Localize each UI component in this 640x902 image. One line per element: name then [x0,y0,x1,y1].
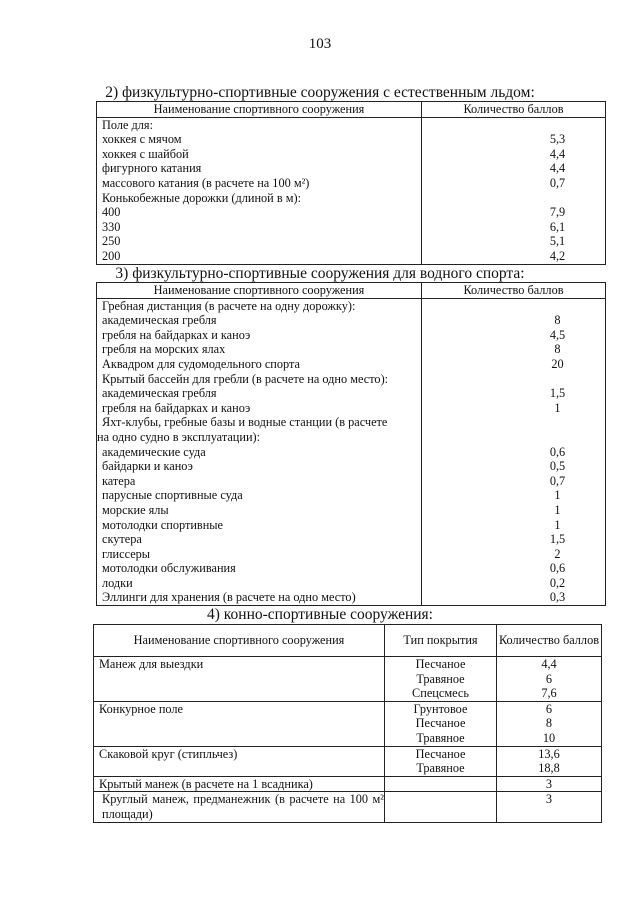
table-row [97,474,606,489]
row-name: мотолодки спортивные [97,518,422,533]
row-name: Крытый бассейн для гребли (в расчете на одно место): [97,372,422,387]
row-name: парусные спортивные суда [97,488,422,503]
row-name: массового катания (в расчете на 100 м²) [97,176,422,191]
row-name: катера [97,474,422,489]
ice-table [96,101,606,265]
table-row [97,117,606,132]
table-row [97,342,606,357]
cover-type: Грунтовое [413,701,468,716]
row-name: гребля на байдарках и каноэ [97,328,422,343]
table-row [97,532,606,547]
score-value: 6 [545,671,553,686]
page-number: 103 [308,36,332,52]
score-value: 4,4 [541,657,557,671]
table-row [97,372,606,387]
row-name: 200 [97,249,422,264]
row-name: Конькобежные дорожки (длиной в м): [97,191,422,206]
water-header-name: Наименование спортивного сооружения [97,283,422,299]
row-types [385,792,497,822]
row-value: 0,5 [422,459,606,474]
row-value [422,415,606,430]
row-name: гребля на байдарках и каноэ [97,401,422,416]
table-row [97,298,606,313]
ice-header-value: Количество баллов [422,102,606,118]
table-row [94,746,602,776]
water-table [96,282,606,606]
row-name: байдарки и каноэ [97,459,422,474]
row-value: 8 [422,342,606,357]
row-value: 1 [422,518,606,533]
horse-header-type: Тип покрытия [385,625,497,657]
table-row [97,220,606,235]
cover-type: Песчаное [415,657,466,671]
table-row [97,561,606,576]
row-name: фигурного катания [97,161,422,176]
row-values [497,746,602,776]
table-row [97,430,606,445]
table-row [97,205,606,220]
row-value: 0,7 [422,176,606,191]
table-row [97,132,606,147]
score-value: 18,8 [538,761,560,776]
row-name: на одно судно в эксплуатации): [97,430,422,445]
row-name: академическая гребля [97,313,422,328]
row-values [497,792,602,822]
horse-table [93,624,602,823]
table-row [97,547,606,562]
row-name: Поле для: [97,117,422,132]
row-value: 1,5 [422,386,606,401]
row-value: 1,5 [422,532,606,547]
row-value: 4,4 [422,147,606,162]
row-name: Скаковой круг (стипльчез) [94,746,385,776]
row-name: 250 [97,234,422,249]
row-name: Эллинги для хранения (в расчете на одно место) [97,590,422,605]
row-types [385,701,497,746]
row-name: Конкурное поле [94,701,385,746]
row-name: глиссеры [97,547,422,562]
row-value [422,430,606,445]
row-values [497,657,602,702]
row-value [422,117,606,132]
table-row [97,234,606,249]
table-row [97,488,606,503]
row-name: 400 [97,205,422,220]
row-value: 5,1 [422,234,606,249]
horse-header-name: Наименование спортивного сооружения [94,625,385,657]
table-row [94,657,602,702]
row-value: 0,6 [422,445,606,460]
row-value: 0,3 [422,590,606,605]
table-row [97,459,606,474]
cover-type: Спецсмесь [412,686,469,701]
table-row [97,161,606,176]
table-row [97,357,606,372]
row-value: 4,4 [422,161,606,176]
cover-type: Травяное [416,730,465,745]
row-value: 5,3 [422,132,606,147]
row-name: Аквадром для судомодельного спорта [97,357,422,372]
score-value: 7,6 [541,686,557,701]
row-name: гребля на морских ялах [97,342,422,357]
table-row [97,249,606,264]
row-name: Яхт-клубы, гребные базы и водные станции (в расчете [97,415,422,430]
row-name: Круглый манеж, предманежник (в расчете на 100 м² площади) [94,792,385,822]
table-row [97,503,606,518]
table-row [97,401,606,416]
horse-header-value: Количество баллов [497,625,602,657]
row-value: 0,6 [422,561,606,576]
table-row [97,590,606,605]
cover-type: Песчаное [415,716,466,731]
section-horse-title: 4) конно-спортивные сооружения: [207,606,433,623]
row-value: 20 [422,357,606,372]
row-name: Манеж для выездки [94,657,385,702]
score-value: 3 [545,776,553,791]
table-row [94,792,602,822]
row-name: академические суда [97,445,422,460]
row-name: Крытый манеж (в расчете на 1 всадника) [94,776,385,792]
table-row [97,328,606,343]
table-row [94,701,602,746]
row-name: скутера [97,532,422,547]
row-value: 0,2 [422,576,606,591]
water-header-value: Количество баллов [422,283,606,299]
table-row [97,445,606,460]
row-value: 1 [422,488,606,503]
row-name: академическая гребля [97,386,422,401]
row-name: мотолодки обслуживания [97,561,422,576]
section-ice-title: 2) физкультурно-спортивные сооружения с естественным льдом: [105,84,535,101]
row-value: 2 [422,547,606,562]
row-name: Гребная дистанция (в расчете на одну дорожку): [97,298,422,313]
row-values [497,701,602,746]
row-name: хоккея с шайбой [97,147,422,162]
row-value: 7,9 [422,205,606,220]
table-row [97,147,606,162]
table-row [97,576,606,591]
row-value: 0,7 [422,474,606,489]
row-values [497,776,602,792]
row-types [385,657,497,702]
score-value: 10 [542,730,556,745]
cover-type: Песчаное [415,746,466,761]
row-name: хоккея с мячом [97,132,422,147]
table-row [97,313,606,328]
row-value: 1 [422,503,606,518]
table-row [97,191,606,206]
row-value: 6,1 [422,220,606,235]
score-value: 13,6 [538,746,560,761]
row-name: морские ялы [97,503,422,518]
row-name: лодки [97,576,422,591]
row-value: 8 [422,313,606,328]
cover-type: Травяное [416,671,465,686]
score-value: 6 [545,701,553,716]
table-row [94,776,602,792]
ice-header-name: Наименование спортивного сооружения [97,102,422,118]
table-row [97,415,606,430]
score-value: 8 [545,716,553,731]
row-value [422,191,606,206]
row-value: 1 [422,401,606,416]
section-water-title: 3) физкультурно-спортивные сооружения для водного спорта: [115,265,525,282]
row-value [422,298,606,313]
row-name: 330 [97,220,422,235]
row-value: 4,5 [422,328,606,343]
row-types [385,776,497,792]
score-value: 3 [545,792,553,807]
row-value: 4,2 [422,249,606,264]
table-row [97,176,606,191]
cover-type: Травяное [416,761,465,776]
table-row [97,518,606,533]
table-row [97,386,606,401]
row-value [422,372,606,387]
row-types [385,746,497,776]
